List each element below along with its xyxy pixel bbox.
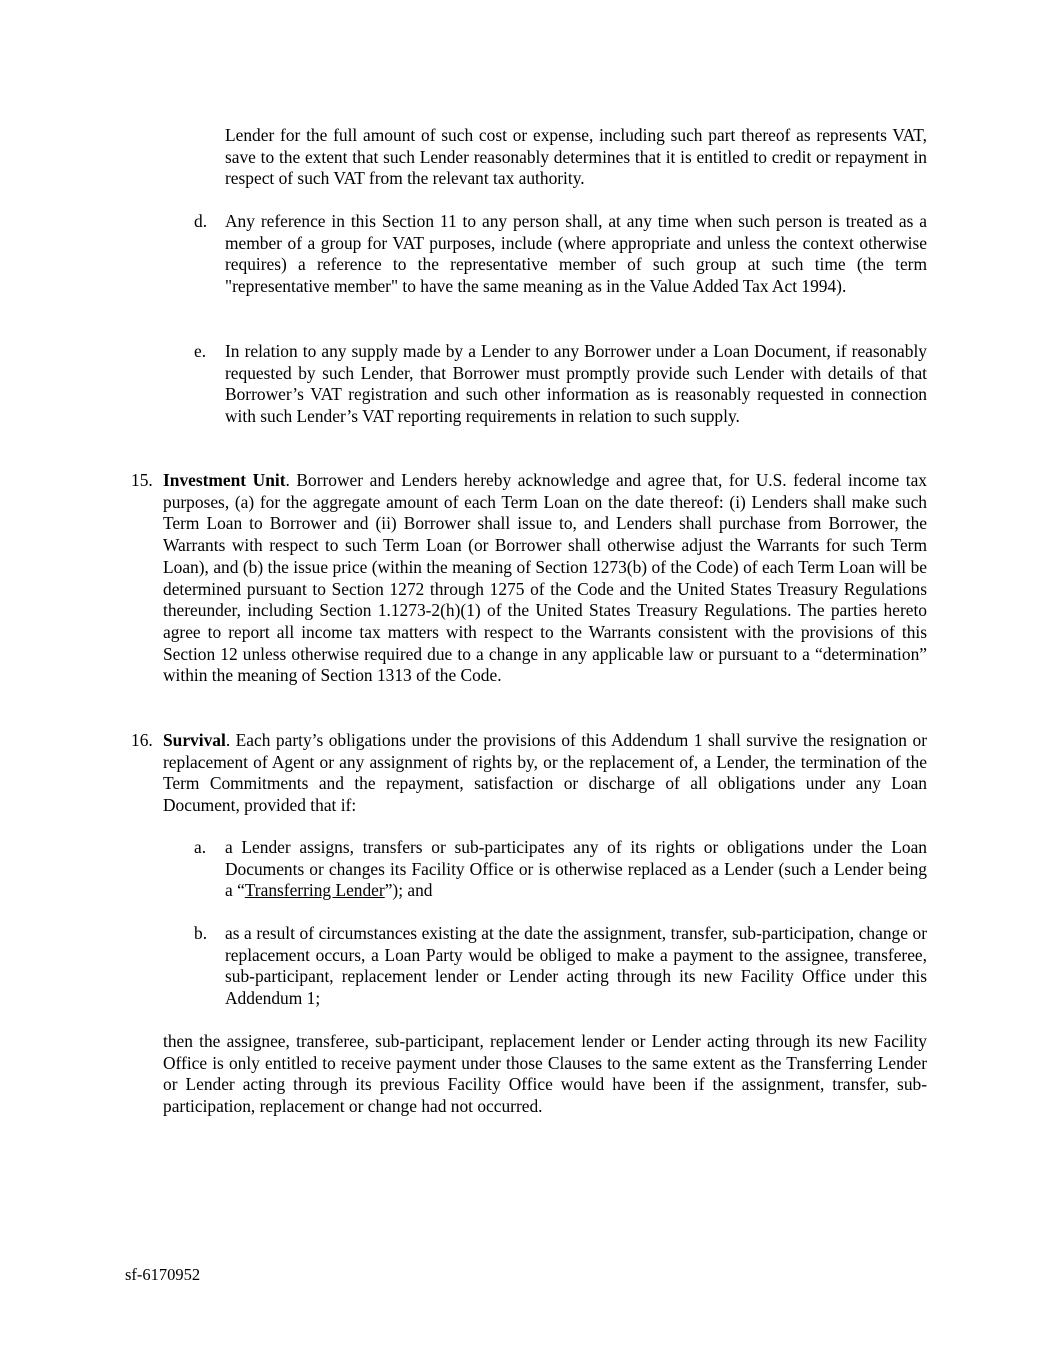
- section-16-paragraph: [163, 730, 927, 817]
- transferring-lender-term: Transferring Lender: [244, 880, 385, 901]
- section-16-heading: Survival: [163, 730, 226, 750]
- item-e-label: e.: [194, 341, 207, 361]
- item-a-text-after: ”); and: [384, 880, 433, 901]
- item-b-label: b.: [194, 923, 208, 943]
- section-15-heading: Investment Unit: [163, 470, 286, 490]
- section-15-paragraph: [163, 470, 927, 687]
- item-a-paragraph: [225, 837, 927, 902]
- item-d-label: d.: [194, 211, 208, 231]
- section-15-number: 15.: [131, 470, 153, 490]
- continuation-paragraph: Lender for the full amount of such cost or expense, including such part thereof as represents VAT, save to the extent that such Lender reasonably determines that it is entitled to credit or repayment in respect of such VAT from the relevant tax authority.: [225, 125, 927, 189]
- item-b-text: as a result of circumstances existing at the date the assignment, transfer, sub-participation, change or replacement occurs, a Loan Party would be obliged to make a payment to the assignee, transferee, sub-participant, replacement lender or Lender acting through its new Facility Office under this Addendum 1;: [225, 923, 927, 1009]
- item-e-text: In relation to any supply made by a Lender to any Borrower under a Loan Document, if reasonably requested by such Lender, that Borrower must promptly provide such Lender with details of that Borrower’s VAT registration and such other information as is reasonably requested in connection with such Lender’s VAT reporting requirements in relation to such supply.: [225, 341, 927, 427]
- section-16-closing: then the assignee, transferee, sub-participant, replacement lender or Lender acting through its new Facility Office is only entitled to receive payment under those Clauses to the same extent as the Transferring Lender or Lender acting through its previous Facility Office would have been if the assignment, transfer, sub-participation, replacement or change had not occurred.: [163, 1031, 927, 1117]
- section-16-text: . Each party’s obligations under the provisions of this Addendum 1 shall survive the resignation or replacement of Agent or any assignment of rights by, or the replacement of, a Lender, the termination of the Term Commitments and the repayment, satisfaction or discharge of all obligations under any Loan Document, provided that if:: [163, 730, 927, 816]
- item-a-label: a.: [194, 837, 207, 857]
- section-15-text: . Borrower and Lenders hereby acknowledge and agree that, for U.S. federal income tax purposes, (a) for the aggregate amount of each Term Loan on the date thereof: (i) Lenders shall make such Term Loan to Borrower and (ii) Borrower shall issue to, and Lenders shall purchase from Borrower, the Warrants with respect to such Term Loan (or Borrower shall otherwise adjust the Warrants for such Term Loan), and (b) the issue price (within the meaning of Section 1273(b) of the Code) of each Term Loan will be determined pursuant to Section 1272 through 1275 of the Code and the United States Treasury Regulations thereunder, including Section 1.1273-2(h)(1) of the United States Treasury Regulations. The parties hereto agree to report all income tax matters with respect to the Warrants consistent with the provisions of this Section 12 unless otherwise required due to a change in any applicable law or pursuant to a “determination” within the meaning of Section 1313 of the Code.: [163, 470, 927, 686]
- footer-doc-id: sf-6170952: [125, 1265, 201, 1284]
- section-16-number: 16.: [131, 730, 153, 750]
- item-a-text-before: a Lender assigns, transfers or sub-participates any of its rights or obligations under the Loan Documents or changes its Facility Office or is otherwise replaced as a Lender (such a Lender being a “: [225, 837, 927, 901]
- item-d-text: Any reference in this Section 11 to any person shall, at any time when such person is treated as a member of a group for VAT purposes, include (where appropriate and unless the context otherwise requires) a reference to the representative member of such group at such time (the term "representative member" to have the same meaning as in the Value Added Tax Act 1994).: [225, 211, 927, 297]
